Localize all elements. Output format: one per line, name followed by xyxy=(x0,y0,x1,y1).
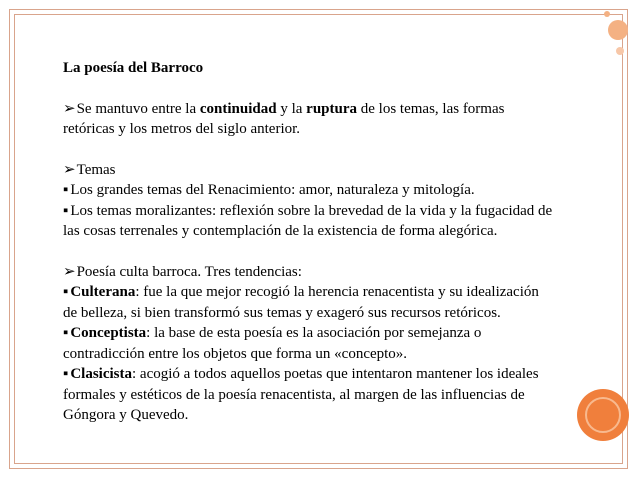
culterana-text: : fue la que mejor recogió la herencia renacentista y su idealización de belleza, si bien transformó sus temas y exageró sus recursos retóricos. xyxy=(63,284,539,321)
intro-bold-ruptura: ruptura xyxy=(306,100,357,117)
intro-paragraph xyxy=(63,99,553,140)
culterana-label: Culterana xyxy=(70,284,136,300)
temas-item-1: ▪ Los grandes temas del Renacimiento: amor, naturaleza y mitología. xyxy=(63,180,553,201)
tendencia-clasicista xyxy=(63,364,553,426)
poesia-culta-section xyxy=(63,262,553,426)
temas-item-2: ▪ Los temas moralizantes: reflexión sobre la brevedad de la vida y la fugacidad de las cosas terrenales y contemplación de la existencia de forma alegórica. xyxy=(63,201,553,242)
intro-text-3: de los temas, las formas retóricas y los metros del siglo anterior. xyxy=(63,100,505,137)
clasicista-text: : acogió a todos aquellos poetas que intentaron mantener los ideales formales y estéticos de la poesía renacentista, al margen de las influencias de Góngora y Quevedo. xyxy=(63,366,539,423)
poesia-culta-heading: ➢ Poesía culta barroca. Tres tendencias: xyxy=(63,262,553,283)
decor-dot-top xyxy=(604,11,610,17)
slide-content xyxy=(63,58,553,446)
temas-section xyxy=(63,160,553,242)
intro-text-1: Se mantuvo entre la xyxy=(76,100,200,117)
intro-text-2: y la xyxy=(276,100,307,117)
tendencia-conceptista xyxy=(63,323,553,364)
slide-title: La poesía del Barroco xyxy=(63,60,204,76)
conceptista-text: : la base de esta poesía es la asociación por semejanza o contradicción entre los objetos que forma un «concepto». xyxy=(63,325,482,362)
decor-circle-top-small xyxy=(616,47,624,55)
decor-ring-bottom xyxy=(585,397,621,433)
decor-circle-top xyxy=(608,20,628,40)
clasicista-label: Clasicista xyxy=(70,366,132,382)
conceptista-label: Conceptista xyxy=(70,325,147,341)
tendencia-culterana xyxy=(63,282,553,323)
intro-bold-continuidad: continuidad xyxy=(199,100,277,117)
temas-heading: ➢ Temas xyxy=(63,160,553,181)
